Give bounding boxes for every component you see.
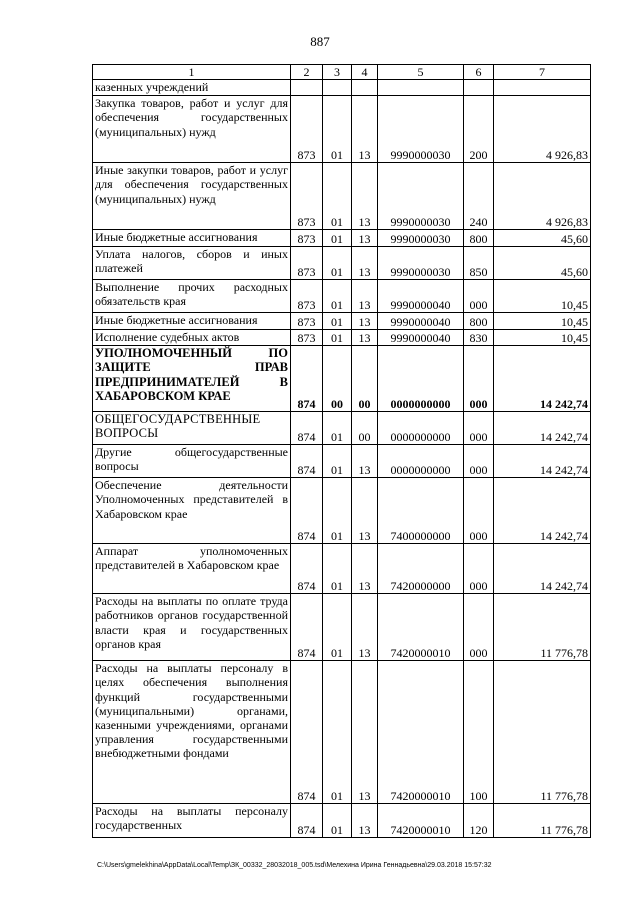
row-name: Исполнение судебных актов bbox=[93, 330, 291, 346]
row-name: казенных учреждений bbox=[93, 80, 291, 96]
row-section: 01 bbox=[323, 230, 352, 247]
row-target-article: 7420000010 bbox=[378, 804, 464, 838]
row-section: 01 bbox=[323, 544, 352, 594]
row-expense-type: 000 bbox=[464, 346, 494, 412]
row-amount: 14 242,74 bbox=[494, 445, 591, 478]
header-cell: 5 bbox=[378, 65, 464, 80]
row-amount: 14 242,74 bbox=[494, 412, 591, 445]
table-row bbox=[93, 544, 591, 594]
row-expense-type: 000 bbox=[464, 594, 494, 661]
row-expense-type: 000 bbox=[464, 445, 494, 478]
row-ministry: 874 bbox=[291, 804, 323, 838]
row-name: ОБЩЕГОСУДАРСТВЕННЫЕ ВОПРОСЫ bbox=[93, 412, 291, 445]
row-target-article: 0000000000 bbox=[378, 412, 464, 445]
table-row-department bbox=[93, 346, 591, 412]
row-section: 00 bbox=[323, 346, 352, 412]
row-section: 01 bbox=[323, 661, 352, 804]
row-ministry: 873 bbox=[291, 247, 323, 280]
row-section: 01 bbox=[323, 478, 352, 544]
row-ministry: 873 bbox=[291, 330, 323, 346]
row-amount: 11 776,78 bbox=[494, 804, 591, 838]
row-section: 01 bbox=[323, 163, 352, 230]
table-row bbox=[93, 80, 591, 96]
row-subsection: 13 bbox=[352, 804, 378, 838]
row-name: Аппарат уполномоченных представителей в Хабаровском крае bbox=[93, 544, 291, 594]
table-row bbox=[93, 247, 591, 280]
row-amount: 14 242,74 bbox=[494, 478, 591, 544]
row-amount: 45,60 bbox=[494, 230, 591, 247]
row-target-article: 9990000040 bbox=[378, 280, 464, 313]
row-expense-type: 200 bbox=[464, 96, 494, 163]
row-expense-type: 800 bbox=[464, 230, 494, 247]
row-section bbox=[323, 80, 352, 96]
row-subsection: 13 bbox=[352, 230, 378, 247]
row-target-article: 7420000010 bbox=[378, 594, 464, 661]
row-ministry: 873 bbox=[291, 96, 323, 163]
row-amount: 4 926,83 bbox=[494, 96, 591, 163]
row-amount: 14 242,74 bbox=[494, 346, 591, 412]
row-target-article: 9990000040 bbox=[378, 330, 464, 346]
row-target-article: 7420000000 bbox=[378, 544, 464, 594]
row-subsection: 00 bbox=[352, 346, 378, 412]
row-expense-type: 000 bbox=[464, 280, 494, 313]
header-cell: 1 bbox=[93, 65, 291, 80]
row-expense-type: 100 bbox=[464, 661, 494, 804]
row-target-article: 9990000030 bbox=[378, 96, 464, 163]
row-name: Обеспечение деятельности Уполномоченных представителей в Хабаровском крае bbox=[93, 478, 291, 544]
row-expense-type: 850 bbox=[464, 247, 494, 280]
header-cell: 2 bbox=[291, 65, 323, 80]
header-cell: 3 bbox=[323, 65, 352, 80]
row-expense-type: 000 bbox=[464, 544, 494, 594]
row-subsection: 13 bbox=[352, 313, 378, 330]
row-name: Расходы на выплаты персоналу в целях обеспечения выполнения функций государственными (муниципальными) органами, казенными учреждениями, органами управления государственными внебюджетными фондами bbox=[93, 661, 291, 804]
row-subsection: 13 bbox=[352, 478, 378, 544]
row-ministry: 873 bbox=[291, 313, 323, 330]
row-section: 01 bbox=[323, 280, 352, 313]
table-row bbox=[93, 163, 591, 230]
row-section: 01 bbox=[323, 330, 352, 346]
row-target-article: 9990000030 bbox=[378, 163, 464, 230]
row-amount: 11 776,78 bbox=[494, 661, 591, 804]
row-name: Расходы на выплаты по оплате труда работников органов государственной власти края и государственных органов края bbox=[93, 594, 291, 661]
page-number: 887 bbox=[310, 34, 330, 49]
row-ministry: 874 bbox=[291, 445, 323, 478]
header-cell: 6 bbox=[464, 65, 494, 80]
row-subsection: 13 bbox=[352, 445, 378, 478]
table-row bbox=[93, 412, 591, 445]
row-subsection: 13 bbox=[352, 96, 378, 163]
row-amount: 10,45 bbox=[494, 313, 591, 330]
row-target-article: 9990000030 bbox=[378, 230, 464, 247]
row-name: Выполнение прочих расходных обязательств края bbox=[93, 280, 291, 313]
row-subsection: 13 bbox=[352, 661, 378, 804]
row-ministry: 873 bbox=[291, 230, 323, 247]
row-ministry bbox=[291, 80, 323, 96]
row-ministry: 874 bbox=[291, 478, 323, 544]
row-name: Уплата налогов, сборов и иных платежей bbox=[93, 247, 291, 280]
row-ministry: 874 bbox=[291, 412, 323, 445]
table-row bbox=[93, 478, 591, 544]
row-ministry: 874 bbox=[291, 346, 323, 412]
row-amount: 10,45 bbox=[494, 330, 591, 346]
row-subsection: 13 bbox=[352, 330, 378, 346]
table-row bbox=[93, 280, 591, 313]
row-target-article: 9990000030 bbox=[378, 247, 464, 280]
row-subsection: 13 bbox=[352, 280, 378, 313]
row-section: 01 bbox=[323, 594, 352, 661]
row-expense-type: 830 bbox=[464, 330, 494, 346]
table-row bbox=[93, 445, 591, 478]
table-row bbox=[93, 804, 591, 838]
table-row bbox=[93, 594, 591, 661]
row-amount: 45,60 bbox=[494, 247, 591, 280]
budget-table bbox=[92, 64, 591, 838]
row-amount: 14 242,74 bbox=[494, 544, 591, 594]
table-header-row bbox=[93, 65, 591, 80]
row-amount: 11 776,78 bbox=[494, 594, 591, 661]
table-row bbox=[93, 313, 591, 330]
row-name: Закупка товаров, работ и услуг для обеспечения государственных (муниципальных) нужд bbox=[93, 96, 291, 163]
row-target-article bbox=[378, 80, 464, 96]
row-ministry: 874 bbox=[291, 544, 323, 594]
row-subsection: 13 bbox=[352, 163, 378, 230]
row-subsection: 13 bbox=[352, 247, 378, 280]
row-expense-type bbox=[464, 80, 494, 96]
row-expense-type: 120 bbox=[464, 804, 494, 838]
footer-file-path: C:\Users\gmelekhina\AppData\Local\Temp\ЗК_00332_28032018_005.tsd\Мелехина Ирина Геннадьевна\29.03.2018 15:57:32 bbox=[97, 862, 492, 869]
row-subsection: 00 bbox=[352, 412, 378, 445]
row-amount: 4 926,83 bbox=[494, 163, 591, 230]
row-name: Иные закупки товаров, работ и услуг для обеспечения государственных (муниципальных) нужд bbox=[93, 163, 291, 230]
row-expense-type: 800 bbox=[464, 313, 494, 330]
table-row bbox=[93, 661, 591, 804]
row-subsection bbox=[352, 80, 378, 96]
row-expense-type: 000 bbox=[464, 478, 494, 544]
row-subsection: 13 bbox=[352, 544, 378, 594]
row-section: 01 bbox=[323, 445, 352, 478]
row-section: 01 bbox=[323, 247, 352, 280]
row-expense-type: 240 bbox=[464, 163, 494, 230]
row-target-article: 7420000010 bbox=[378, 661, 464, 804]
row-ministry: 873 bbox=[291, 280, 323, 313]
row-section: 01 bbox=[323, 412, 352, 445]
row-target-article: 9990000040 bbox=[378, 313, 464, 330]
row-target-article: 7400000000 bbox=[378, 478, 464, 544]
table-row bbox=[93, 96, 591, 163]
header-cell: 7 bbox=[494, 65, 591, 80]
table-row bbox=[93, 330, 591, 346]
row-ministry: 873 bbox=[291, 163, 323, 230]
header-cell: 4 bbox=[352, 65, 378, 80]
row-name: УПОЛНОМОЧЕННЫЙ ПО ЗАЩИТЕ ПРАВ ПРЕДПРИНИМАТЕЛЕЙ В ХАБАРОВСКОМ КРАЕ bbox=[93, 346, 291, 412]
row-amount: 10,45 bbox=[494, 280, 591, 313]
row-name: Иные бюджетные ассигнования bbox=[93, 313, 291, 330]
row-target-article: 0000000000 bbox=[378, 346, 464, 412]
row-target-article: 0000000000 bbox=[378, 445, 464, 478]
table-row bbox=[93, 230, 591, 247]
row-ministry: 874 bbox=[291, 594, 323, 661]
row-section: 01 bbox=[323, 313, 352, 330]
row-name: Другие общегосударственные вопросы bbox=[93, 445, 291, 478]
row-amount bbox=[494, 80, 591, 96]
row-section: 01 bbox=[323, 96, 352, 163]
row-subsection: 13 bbox=[352, 594, 378, 661]
row-name: Расходы на выплаты персоналу государственных bbox=[93, 804, 291, 838]
row-ministry: 874 bbox=[291, 661, 323, 804]
row-expense-type: 000 bbox=[464, 412, 494, 445]
row-section: 01 bbox=[323, 804, 352, 838]
row-name: Иные бюджетные ассигнования bbox=[93, 230, 291, 247]
